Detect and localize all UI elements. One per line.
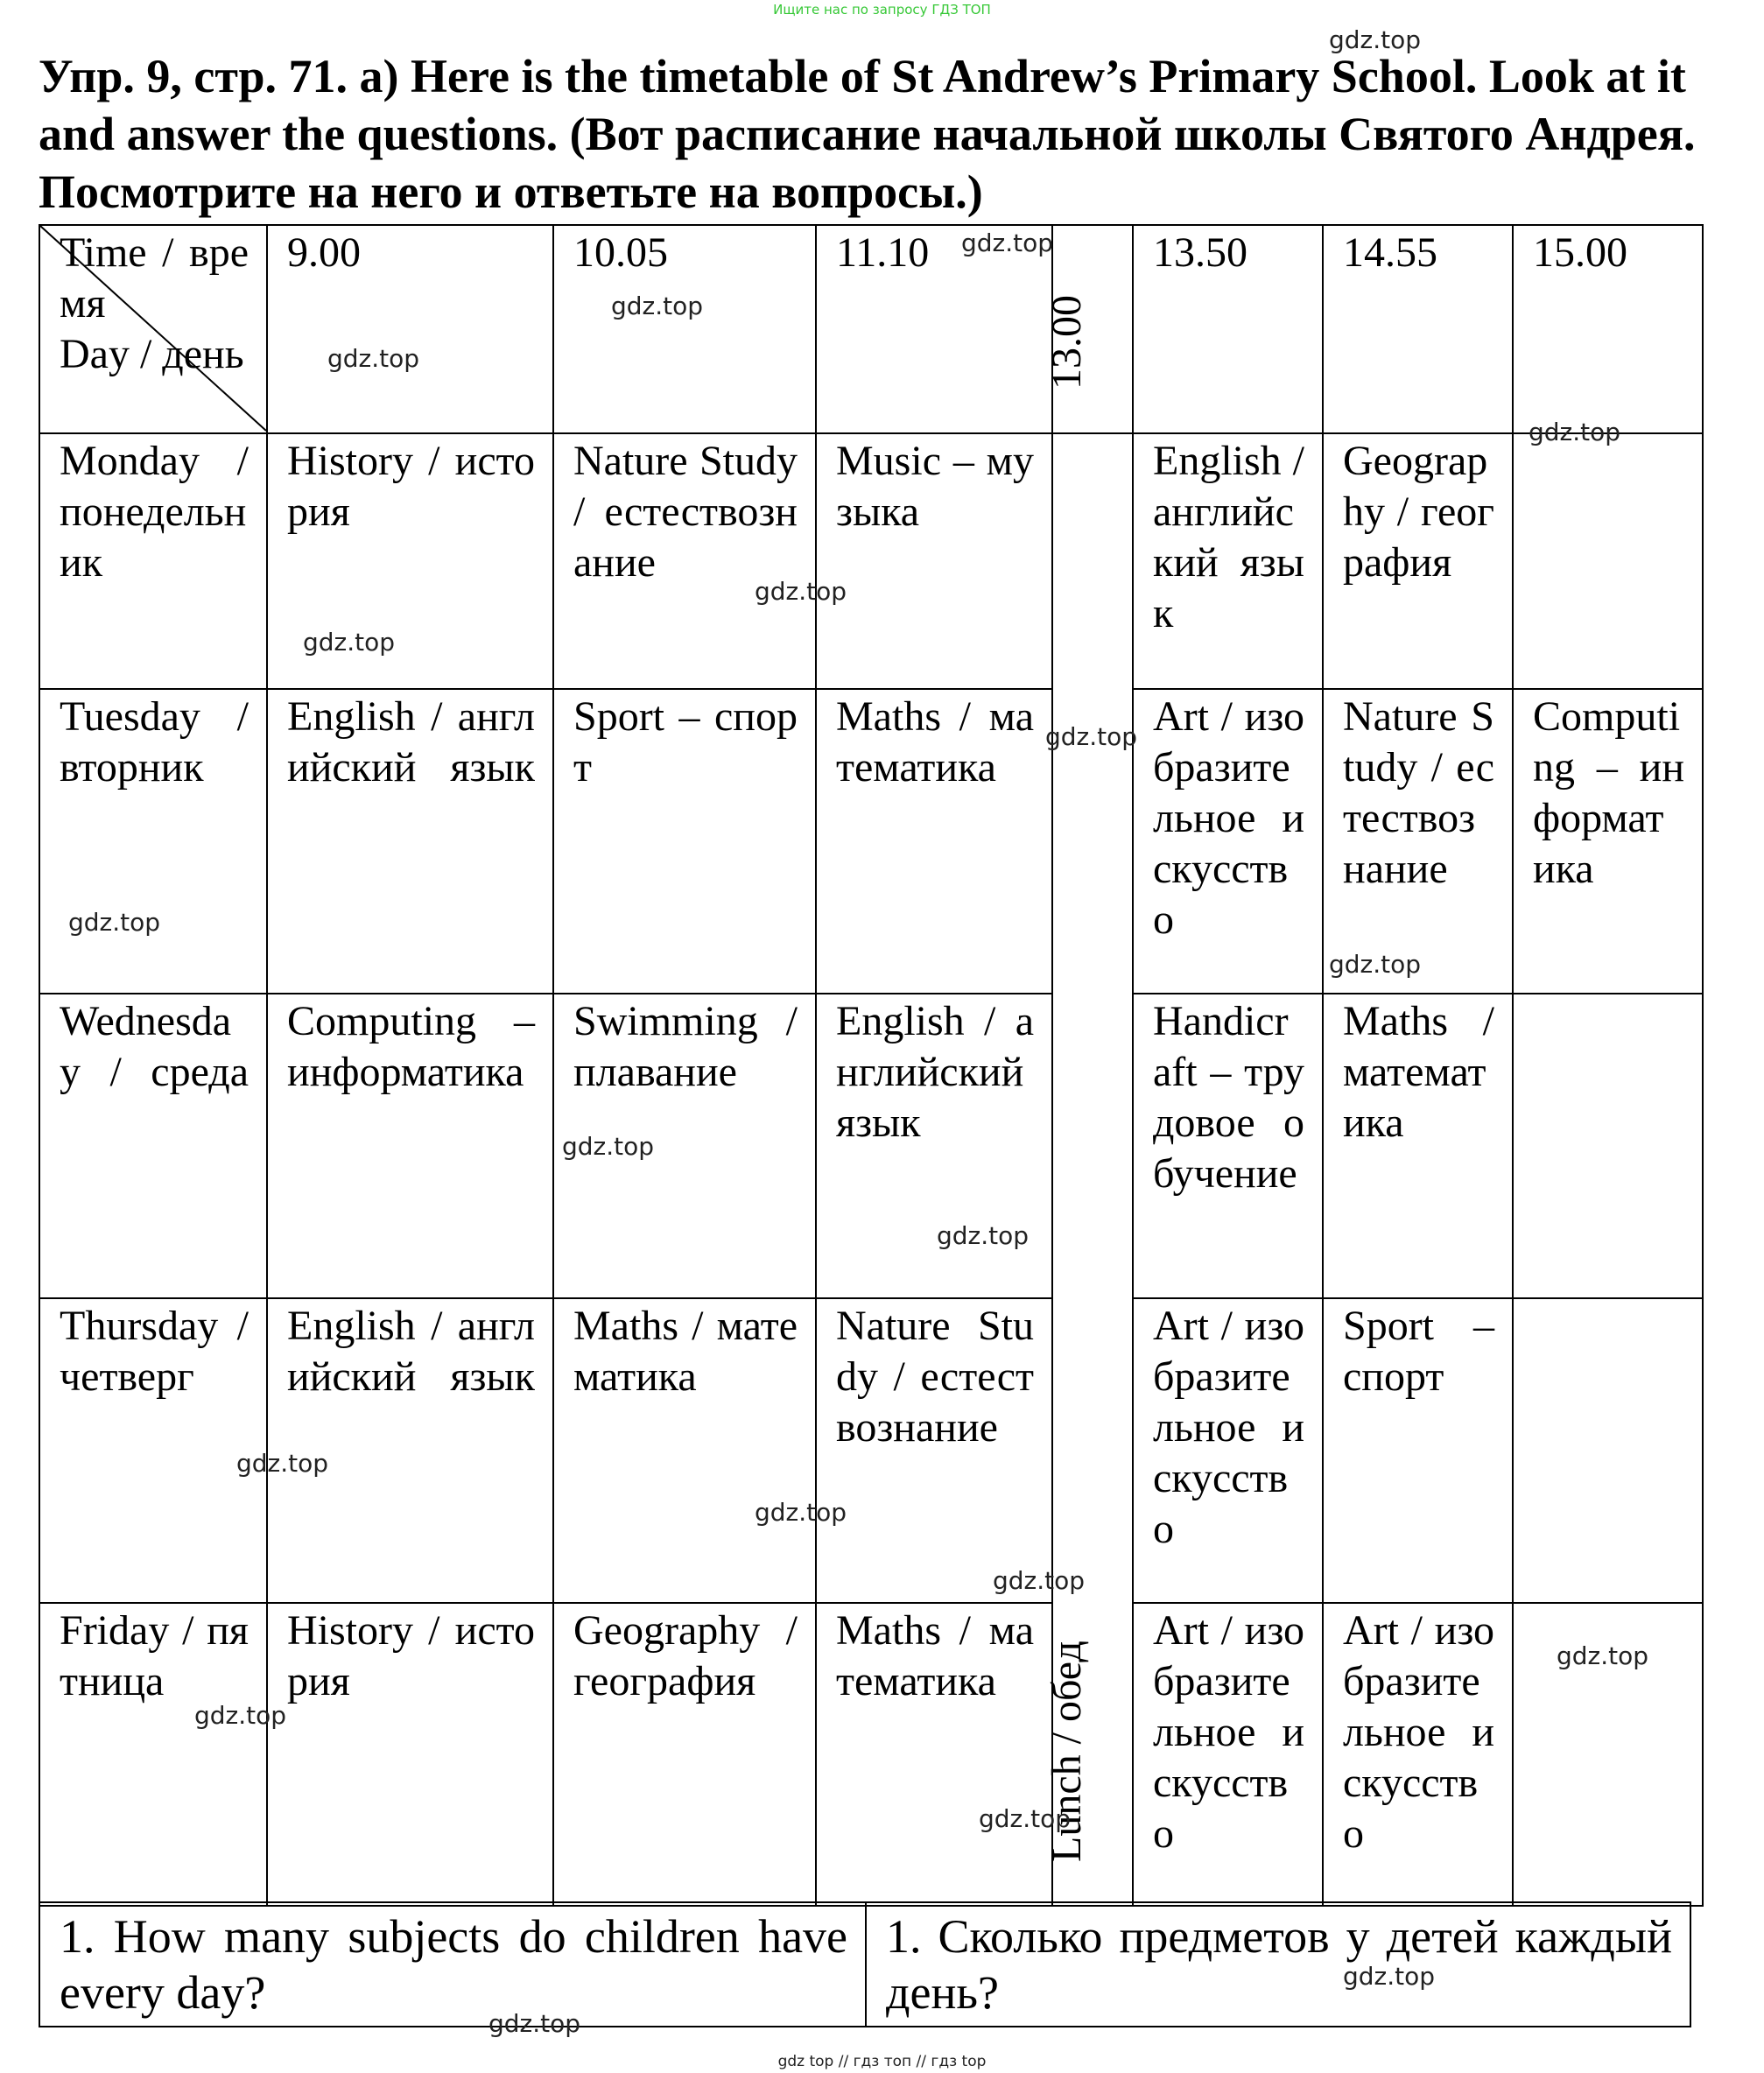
watermark: gdz.top: [611, 292, 704, 320]
table-row: [39, 433, 1703, 689]
corner-day-label: Day / день: [60, 331, 244, 377]
lesson-cell: Art / изобразительное искусство: [1133, 1298, 1323, 1603]
watermark: gdz.top: [68, 908, 161, 937]
day-cell: Tuesday / вторник: [39, 689, 267, 994]
lesson-cell: Geography / география: [1323, 433, 1513, 689]
watermark: gdz.top: [236, 1449, 329, 1478]
lesson-cell: Handicraft – трудовое обучение: [1133, 994, 1323, 1298]
lesson-cell: Maths / математика: [816, 1603, 1052, 1906]
lesson-cell: Geography / география: [553, 1603, 816, 1906]
watermark: gdz.top: [194, 1701, 287, 1730]
day-cell: Monday / понедельник: [39, 433, 267, 689]
question-table: [39, 1901, 1691, 2027]
time-1: 9.00: [267, 225, 553, 433]
day-cell: Thursday / четверг: [39, 1298, 267, 1603]
lesson-cell: Maths / математика: [1323, 994, 1513, 1298]
lesson-cell: Computing – информатика: [1513, 689, 1703, 994]
day-cell: Friday / пятница: [39, 1603, 267, 1906]
watermark: gdz.top: [562, 1132, 655, 1161]
watermark: gdz.top: [755, 1498, 847, 1527]
lesson-cell: Art / изобразительное искусство: [1323, 1603, 1513, 1906]
lunch-time-cell: [1044, 225, 1133, 433]
lesson-cell: Sport – спорт: [1323, 1298, 1513, 1603]
lunch-time: 13.00: [1044, 295, 1090, 390]
watermark: gdz.top: [937, 1221, 1030, 1250]
lunch-column: [1044, 433, 1133, 1906]
lesson-cell: Sport – спорт: [553, 689, 816, 994]
watermark: gdz.top: [488, 2009, 581, 2038]
question-ru: 1. Сколько предметов у детей каждый день?: [866, 1902, 1690, 2027]
time-2: 10.05: [553, 225, 816, 433]
diagonal-line: [40, 226, 268, 432]
timetable: [39, 224, 1704, 1907]
time-3: 11.10: [816, 225, 1052, 433]
table-row: [39, 994, 1703, 1298]
lesson-cell: Music – музыка: [816, 433, 1052, 689]
header-link[interactable]: Ищите нас по запросу ГДЗ ТОП: [773, 2, 991, 18]
lesson-cell: [1513, 433, 1703, 689]
lesson-cell: Maths / математика: [816, 689, 1052, 994]
lesson-cell: Maths / математика: [553, 1298, 816, 1603]
watermark: gdz.top: [303, 628, 396, 657]
corner-time-label: Time / время: [60, 229, 249, 327]
question-en: 1. How many subjects do children have every day?: [39, 1902, 866, 2027]
lesson-cell: Nature Study / естествознание: [816, 1298, 1052, 1603]
watermark: gdz.top: [961, 228, 1054, 257]
watermark: gdz.top: [1529, 418, 1621, 446]
lesson-cell: English / английский язык: [267, 1298, 553, 1603]
lesson-cell: Computing – информатика: [267, 994, 553, 1298]
lesson-cell: Nature Study / естествознание: [1323, 689, 1513, 994]
watermark: gdz.top: [327, 344, 420, 373]
watermark: gdz.top: [1343, 1962, 1436, 1991]
watermark: gdz.top: [993, 1566, 1086, 1595]
lunch-label: Lunch / обед: [1044, 1641, 1090, 1862]
footer-links[interactable]: gdz top // гдз топ // гдз top: [777, 2053, 987, 2070]
watermark: gdz.top: [979, 1804, 1072, 1833]
lesson-cell: English / английский язык: [816, 994, 1052, 1298]
exercise-heading: Упр. 9, стр. 71. a) Here is the timetable of St Andrew’s Primary School. Look at it and answer the questions. (Вот расписание начальной школы Святого Андрея. Посмотрите на него и ответьте на вопросы.): [39, 50, 1696, 218]
table-row: [39, 1603, 1703, 1906]
day-cell: Wednesday / среда: [39, 994, 267, 1298]
lesson-cell: English / английский язык: [267, 689, 553, 994]
lesson-cell: Nature Study / естествознание: [553, 433, 816, 689]
lesson-cell: [1513, 994, 1703, 1298]
watermark: gdz.top: [1045, 722, 1138, 751]
lesson-cell: Art / изобразительное искусство: [1133, 689, 1323, 994]
lesson-cell: [1513, 1298, 1703, 1603]
lesson-cell: Art / изобразительное искусство: [1133, 1603, 1323, 1906]
corner-cell: [39, 225, 267, 433]
watermark: gdz.top: [1557, 1641, 1649, 1670]
time-6: 15.00: [1513, 225, 1703, 433]
time-5: 14.55: [1323, 225, 1513, 433]
lesson-cell: History / история: [267, 1603, 553, 1906]
header-row: [39, 225, 1703, 433]
watermark: gdz.top: [1329, 25, 1422, 54]
lesson-cell: History / история: [267, 433, 553, 689]
table-row: [39, 689, 1703, 994]
watermark: gdz.top: [1329, 950, 1422, 979]
lesson-cell: Swimming / плавание: [553, 994, 816, 1298]
time-4: 13.50: [1133, 225, 1323, 433]
watermark: gdz.top: [755, 577, 847, 606]
lesson-cell: English / английский язык: [1133, 433, 1323, 689]
